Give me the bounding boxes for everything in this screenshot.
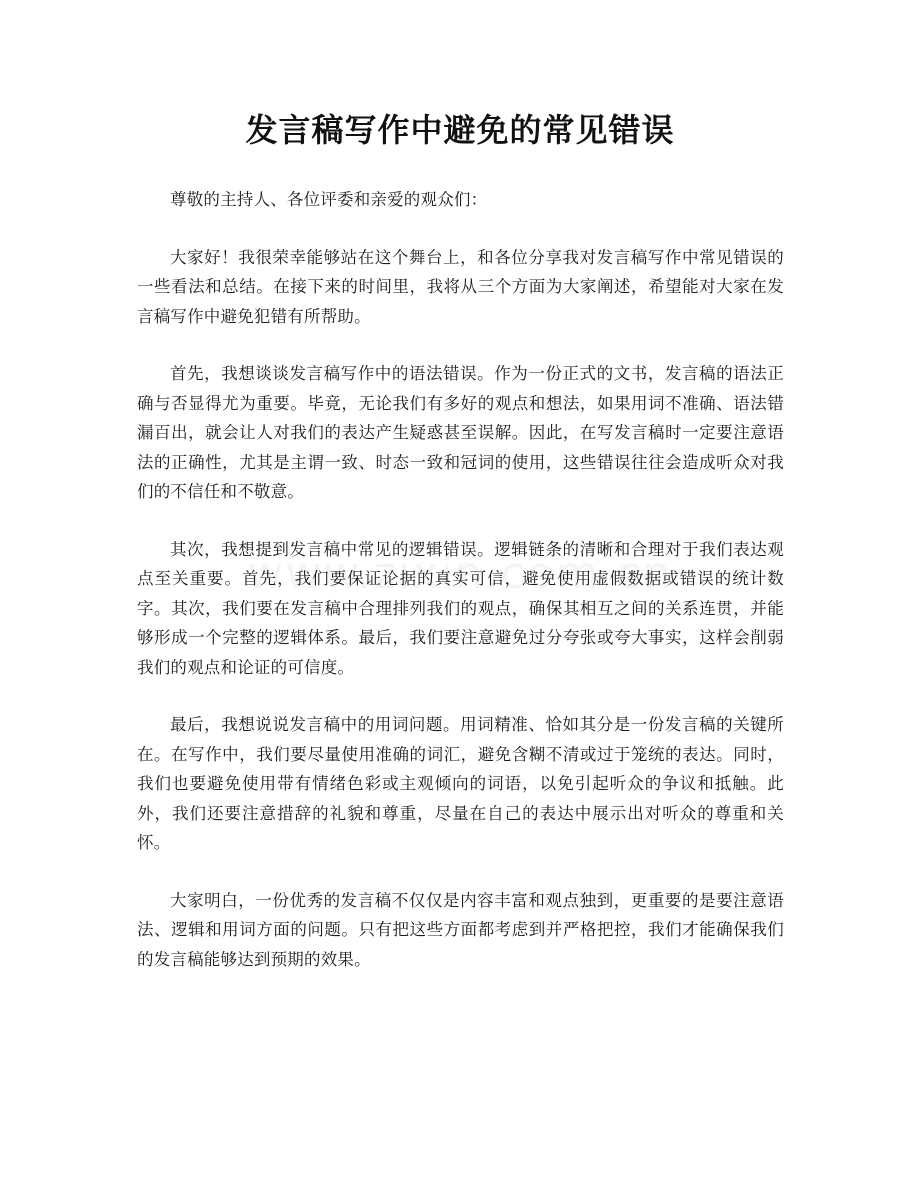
document-title: 发言稿写作中避免的常见错误 xyxy=(245,111,675,149)
conclusion-paragraph: 大家明白，一份优秀的发言稿不仅仅是内容丰富和观点独到，更重要的是要注意语法、逻辑和用词方面的问题。只有把这些方面都考虑到并严格把控，我们才能确保我们的发言稿能够达到预期的效果。 xyxy=(137,890,784,969)
wording-paragraph: 最后，我想说说发言稿中的用词问题。用词精准、恰如其分是一份发言稿的关键所在。在写作中，我们要尽量使用准确的词汇，避免含糊不清或过于笼统的表达。同时，我们也要避免使用带有情绪色彩或主观倾向的词语，以免引起听众的争议和抵触。此外，我们还要注意措辞的礼貌和尊重，尽量在自己的表达中展示出对听众的尊重和关怀。 xyxy=(137,715,784,852)
grammar-paragraph: 首先，我想谈谈发言稿写作中的语法错误。作为一份正式的文书，发言稿的语法正确与否显得尤为重要。毕竟，无论我们有多好的观点和想法，如果用词不准确、语法错漏百出，就会让人对我们的表达产生疑惑甚至误解。因此，在写发言稿时一定要注意语法的正确性，尤其是主谓一致、时态一致和冠词的使用，这些错误往往会造成听众对我们的不信任和不敬意。 xyxy=(137,364,784,501)
logic-paragraph: 其次，我想提到发言稿中常见的逻辑错误。逻辑链条的清晰和合理对于我们表达观点至关重要。首先，我们要保证论据的真实可信，避免使用虚假数据或错误的统计数字。其次，我们要在发言稿中合理排列我们的观点，确保其相互之间的关系连贯，并能够形成一个完整的逻辑体系。最后，我们要注意避免过分夸张或夸大事实，这样会削弱我们的观点和论证的可信度。 xyxy=(137,539,784,677)
intro-paragraph: 大家好！我很荣幸能够站在这个舞台上，和各位分享我对发言稿写作中常见错误的一些看法和总结。在接下来的时间里，我将从三个方面为大家阐述，希望能对大家在发言稿写作中避免犯错有所帮助。 xyxy=(137,247,784,326)
document-body xyxy=(137,185,784,1002)
salutation-paragraph: 尊敬的主持人、各位评委和亲爱的观众们： xyxy=(170,190,488,209)
